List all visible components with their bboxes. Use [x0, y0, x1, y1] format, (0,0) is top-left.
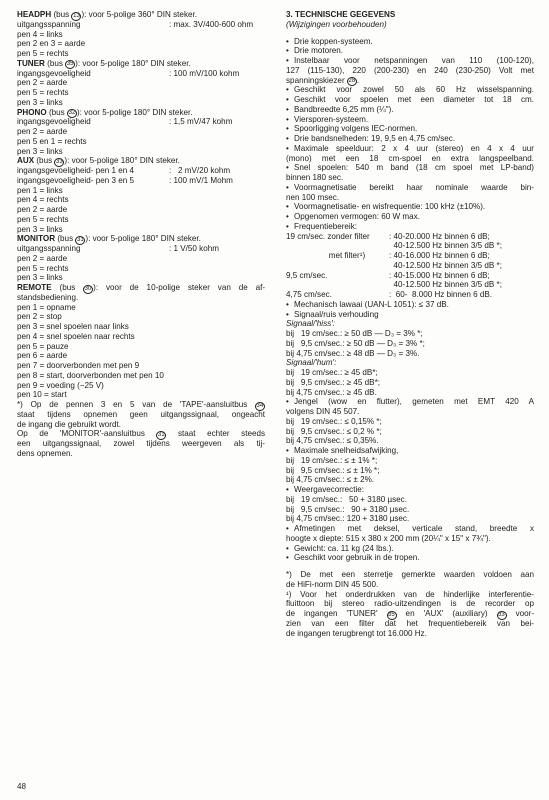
heading-text: 3. TECHNISCHE GEGEVENS: [286, 10, 396, 19]
body-text: pen 8 = start, doorverbonden met pen 10: [17, 370, 164, 380]
body-text: pen 3 = links: [17, 146, 63, 156]
body-text: 127 (115-130), 220 (200-230) en 240 (230-250) Volt met: [286, 65, 534, 75]
right-text-line: [286, 193, 534, 203]
body-text: (bus 33 ): voor 5-polige 180° DIN steker.: [36, 156, 180, 166]
circled-number-icon: 35: [66, 61, 74, 68]
body-text: pen 2 = aarde: [17, 253, 68, 263]
circled-number-icon: 13: [73, 12, 80, 19]
left-text-line: [17, 234, 265, 244]
right-bullet-item: [286, 46, 534, 56]
body-text: Geschikt voor gebruik in de tropen.: [294, 553, 420, 563]
body-text: bij 9,5 cm/sec.: ≤ ± 1% *;: [286, 465, 380, 475]
spacer: [286, 30, 534, 37]
body-text: de ingang die gebruikt wordt.: [17, 419, 121, 429]
right-text-line: [286, 10, 534, 20]
heading-text: AUX: [17, 156, 35, 166]
body-text: (bus 30 ): voor de 10-polige steker van de af-: [59, 283, 266, 292]
body-text: Frequentiebereik:: [294, 221, 357, 231]
body-text: Mechanisch lawaai (UAN-L 1051): ≤ 37 dB.: [294, 299, 449, 309]
right-text-line: [286, 66, 534, 76]
right-bullet-item: [286, 105, 534, 115]
left-text-line: [17, 39, 265, 49]
left-text-line: [17, 244, 265, 254]
right-text-line: [286, 329, 534, 339]
body-text: pen 9 = voeding (−25 V): [17, 380, 104, 390]
body-text: Drie koppen-systeem.: [294, 36, 373, 46]
spec-value: : 100 mV/100 kohm: [169, 68, 240, 78]
body-text: Op de 'MONITOR'-aansluitbus 31 staat echter steeds: [17, 429, 266, 439]
left-text-line: [17, 410, 265, 420]
right-bullet-item: [286, 553, 534, 563]
right-text-line: [286, 280, 534, 290]
left-text-line: [17, 49, 265, 59]
right-text-line: [286, 475, 534, 485]
right-bullet-item: [286, 163, 534, 173]
body-text: de ingangen 'TUNER' 35 en 'AUX' (auxiliary) 33 voor-: [286, 609, 535, 618]
right-text-line: [286, 173, 534, 183]
body-text: bij 19 cm/sec.: ≤ 0,15% *;: [286, 416, 382, 426]
right-column: [286, 10, 534, 638]
right-bullet-item: [286, 37, 534, 47]
right-text-line: [286, 358, 534, 368]
right-text-line: [286, 232, 534, 242]
left-text-line: [17, 69, 265, 79]
right-text-line: [286, 378, 534, 388]
body-text: pen 2 = aarde: [17, 205, 68, 214]
left-text-line: [17, 439, 265, 449]
right-bullet-item: [286, 524, 534, 534]
left-text-line: [17, 147, 265, 157]
right-bullet-item: [286, 446, 534, 456]
body-text: Jengel (wow en flutter), gemeten met EMT 420 A: [294, 397, 534, 407]
body-text: Voormagnetisatie bereikt haar nominale waarde bin-: [294, 182, 534, 192]
body-text: (bus 31 ): voor 5-polige 180° DIN steker.: [57, 234, 201, 244]
body-text: Opgenomen vermogen: 60 W max.: [294, 212, 420, 221]
heading-text: REMOTE: [17, 283, 52, 292]
body-text: Gewicht: ca. 11 kg (24 lbs.).: [294, 543, 394, 553]
right-text-line: [286, 580, 534, 590]
right-bullet-item: [286, 544, 534, 554]
heading-text: TUNER: [17, 58, 45, 68]
body-text: (bus 13 ): voor 5-polige 360° DIN steker.: [53, 10, 197, 19]
right-text-line: [286, 407, 534, 417]
left-text-line: [17, 381, 265, 391]
right-bullet-item: [286, 485, 534, 495]
body-text: Maximale snelheidsafwijking,: [294, 446, 399, 455]
body-text: Signaal/ruis verhouding: [294, 309, 379, 319]
right-text-line: [286, 319, 534, 329]
right-bullet-item: [286, 115, 534, 125]
right-bullet-item: [286, 56, 534, 66]
left-text-line: [17, 117, 265, 127]
body-text: standsbediening.: [17, 292, 79, 302]
body-text: bij 19 cm/sec.: ≥ 45 dB*;: [286, 368, 378, 377]
left-text-line: [17, 400, 265, 410]
body-text: pen 2 = aarde: [17, 127, 68, 136]
right-text-line: [286, 388, 534, 398]
body-text: Spoorligging volgens IEC-normen.: [294, 124, 418, 134]
heading-text: MONITOR: [17, 234, 56, 244]
left-text-line: [17, 205, 265, 215]
left-text-line: [17, 215, 265, 225]
circled-number-icon: 31: [77, 236, 84, 243]
left-text-line: [17, 88, 265, 98]
right-text-line: [286, 609, 534, 619]
body-text: bij 4,75 cm/sec.: ≤ 0,35%.: [286, 436, 379, 446]
spec-label: ingangsgevoeligheid- pen 3 en 5: [17, 175, 135, 185]
spec-value: : 40-15.000 Hz binnen 6 dB;: [389, 270, 490, 280]
right-text-line: [286, 505, 534, 515]
body-text: Drie motoren.: [294, 46, 344, 56]
body-text: pen 4 = rechts: [17, 195, 69, 205]
left-text-line: [17, 127, 265, 137]
right-text-line: [286, 241, 534, 251]
spec-value: : max. 3V/400-600 ohm: [169, 19, 254, 29]
italic-text: Signaal/'hiss':: [286, 319, 335, 329]
right-text-line: [286, 417, 534, 427]
left-text-line: [17, 264, 265, 274]
body-text: (bus 35 ): voor 5-polige 180° DIN steker.: [47, 58, 191, 68]
circled-number-icon: 35: [388, 611, 395, 618]
body-text: pen 4 = snel spoelen naar rechts: [17, 331, 135, 341]
body-text: de HiFi-norm DIN 45 500.: [286, 579, 379, 589]
right-text-line: [286, 436, 534, 446]
body-text: pen 5 = rechts: [17, 214, 69, 224]
body-text: nen 100 msec.: [286, 192, 340, 202]
right-bullet-item: [286, 300, 534, 310]
left-text-line: [17, 351, 265, 361]
left-text-line: [17, 342, 265, 352]
body-text: (mono) met een 18 cm-spoel en extra langspeelband.: [286, 153, 534, 163]
right-text-line: [286, 290, 534, 300]
right-text-line: [286, 466, 534, 476]
left-text-line: [17, 30, 265, 40]
spec-label: uitgangsspanning: [17, 19, 81, 29]
body-text: bij 19 cm/sec.: 50 + 3180 µsec.: [286, 494, 407, 504]
left-text-line: [17, 293, 265, 303]
left-text-line: [17, 322, 265, 332]
spec-label: ingangsgevoeligheid: [17, 117, 91, 127]
right-text-line: [286, 427, 534, 437]
right-text-line: [286, 76, 534, 86]
body-text: Bandbreedte 6,25 mm (¼").: [294, 104, 394, 114]
italic-text: (Wijzigingen voorbehouden): [286, 19, 387, 29]
right-text-line: [286, 251, 534, 261]
right-text-line: [286, 570, 534, 580]
body-text: pen 10 = start: [17, 390, 67, 400]
body-text: dens opnemen.: [17, 448, 73, 458]
body-text: pen 3 = links: [17, 97, 63, 107]
right-text-line: [286, 456, 534, 466]
circled-number-icon: 33: [498, 611, 505, 618]
right-text-line: [286, 495, 534, 505]
body-text: volgens DIN 45 507.: [286, 407, 360, 416]
body-text: pen 2 = stop: [17, 312, 62, 322]
body-text: de ingangen terugbrengt tot 16.000 Hz.: [286, 628, 427, 638]
body-text: *) De met een sterretje gemerkte waarden voldoen aan: [286, 570, 534, 579]
right-text-line: [286, 261, 534, 271]
body-text: pen 2 = aarde: [17, 78, 68, 88]
spec-label: 19 cm/sec. zonder filter: [286, 231, 370, 241]
body-text: Geschikt voor spoelen met een diameter tot 18 cm.: [294, 95, 534, 104]
circled-number-icon: 32: [68, 110, 76, 116]
body-text: een uitgangssignaal, zowel tijdens weergeven als tij-: [17, 439, 265, 448]
left-text-line: [17, 312, 265, 322]
body-text: pen 1 = opname: [17, 302, 76, 312]
body-text: Weergavecorrectie:: [294, 485, 365, 494]
right-text-line: [286, 20, 534, 30]
right-bullet-item: [286, 222, 534, 232]
italic-text: Signaal/'hum':: [286, 358, 337, 368]
body-text: pen 3 = snel spoelen naar links: [17, 322, 129, 331]
right-text-line: [286, 629, 534, 639]
body-text: pen 3 = links: [17, 273, 63, 283]
spec-value: : 100 mV/1 Mohm: [169, 175, 233, 185]
spec-value: : 2 mV/20 kohm: [169, 166, 231, 175]
body-text: pen 5 = rechts: [17, 49, 69, 58]
body-text: hoogte x diepte: 515 x 380 x 200 mm (20¼" x 15" x 7¾").: [286, 533, 491, 543]
spec-value: : 40-16.000 Hz binnen 6 dB;: [389, 251, 490, 260]
body-text: Snel spoelen: 540 m band (18 cm spoel met LP-band): [294, 163, 534, 173]
left-column: [17, 10, 265, 459]
circled-number-icon: 34: [256, 402, 264, 409]
body-text: zien van een filter dat het frequentiebereik van bei-: [286, 618, 534, 628]
right-bullet-item: [286, 212, 534, 222]
right-bullet-item: [286, 95, 534, 105]
body-text: Geschikt voor zowel 50 als 60 Hz wisselspanning.: [294, 85, 534, 95]
body-text: bij 9,5 cm/sec.: 90 + 3180 µsec.: [286, 504, 410, 514]
left-text-line: [17, 195, 265, 205]
spec-label: ingangsgevoeligheid- pen 1 en 4: [17, 166, 135, 175]
body-text: pen 7 = doorverbonden met pen 9: [17, 361, 140, 370]
right-text-line: [286, 599, 534, 609]
body-text: bij 9,5 cm/sec.: ≥ 50 dB — D₃ = 3% *;: [286, 338, 425, 348]
body-text: bij 4,75 cm/sec.: ≥ 45 dB.: [286, 387, 377, 397]
spec-value: : 1,5 mV/47 kohm: [169, 117, 233, 127]
right-bullet-item: [286, 397, 534, 407]
body-text: staat tijdens opnemen geen uitgangssignaal, ongeacht: [17, 409, 265, 419]
right-bullet-item: [286, 124, 534, 134]
spec-value: 40-12.500 Hz binnen 3/5 dB *;: [389, 260, 502, 270]
right-bullet-item: [286, 144, 534, 154]
body-text: binnen 180 sec.: [286, 173, 344, 182]
right-bullet-item: [286, 183, 534, 193]
body-text: ¹) Voor het onderdrukken van de hinderlijke interferentie-: [286, 589, 534, 599]
right-text-line: [286, 514, 534, 524]
right-bullet-item: [286, 134, 534, 144]
body-text: Voormagnetisatie- en wisfrequentie: 100 kHz (±10%).: [294, 202, 486, 212]
spec-label: uitgangsspanning: [17, 244, 81, 253]
left-text-line: [17, 361, 265, 371]
left-text-line: [17, 186, 265, 196]
left-text-line: [17, 254, 265, 264]
right-bullet-item: [286, 202, 534, 212]
left-text-line: [17, 156, 265, 166]
spec-label: ingangsgevoeligheid: [17, 68, 91, 78]
right-bullet-item: [286, 310, 534, 320]
left-text-line: [17, 273, 265, 283]
left-text-line: [17, 20, 265, 30]
right-text-line: [286, 534, 534, 544]
left-text-line: [17, 449, 265, 459]
body-text: bij 9,5 cm/sec.: ≥ 45 dB*;: [286, 377, 380, 387]
body-text: Drie bandsnelheden: 19, 9,5 en 4,75 cm/sec.: [294, 134, 456, 143]
right-text-line: [286, 590, 534, 600]
right-text-line: [286, 349, 534, 359]
body-text: pen 2 en 3 = aarde: [17, 39, 86, 49]
body-text: pen 5 en 1 = rechts: [17, 136, 87, 146]
circled-number-icon: 30: [84, 285, 92, 292]
right-text-line: [286, 271, 534, 281]
body-text: pen 5 = pauze: [17, 341, 69, 351]
left-text-line: [17, 176, 265, 186]
body-text: bij 9,5 cm/sec.: ≤ 0,2 % *;: [286, 426, 382, 436]
left-text-line: [17, 303, 265, 313]
right-text-line: [286, 339, 534, 349]
left-text-line: [17, 78, 265, 88]
heading-text: PHONO: [17, 107, 47, 117]
spacer: [286, 563, 534, 570]
body-text: (bus 32 ): voor 5-polige 180° DIN steker.: [48, 107, 193, 117]
body-text: bij 4,75 cm/sec.: 120 + 3180 µsec.: [286, 514, 410, 524]
body-text: pen 5 = rechts: [17, 263, 69, 273]
body-text: bij 4,75 cm/sec.: ≤ ± 2%.: [286, 475, 375, 485]
body-text: Maximale speelduur: 2 x 4 uur (stereo) en 4 x 4 uur: [294, 143, 534, 153]
left-text-line: [17, 166, 265, 176]
body-text: pen 5 = rechts: [17, 88, 69, 97]
heading-text: HEADPH: [17, 10, 52, 19]
left-text-line: [17, 59, 265, 69]
body-text: bij 4,75 cm/sec.: ≥ 48 dB — D₃ = 3%.: [286, 348, 420, 358]
left-text-line: [17, 137, 265, 147]
body-text: Viersporen-systeem.: [294, 114, 369, 124]
right-text-line: [286, 154, 534, 164]
left-text-line: [17, 390, 265, 400]
left-text-line: [17, 10, 265, 20]
left-text-line: [17, 332, 265, 342]
body-text: *) Op de pennen 3 en 5 van de 'TAPE'-aansluitbus 34: [17, 400, 264, 409]
body-text: pen 4 = links: [17, 29, 63, 39]
left-text-line: [17, 420, 265, 430]
circled-number-icon: 31: [157, 431, 165, 438]
spec-label: met filter¹): [286, 251, 366, 260]
left-text-line: [17, 98, 265, 108]
right-text-line: [286, 368, 534, 378]
spec-value: : 60- 8.000 Hz binnen 6 dB.: [389, 290, 493, 299]
spec-label: 9,5 cm/sec.: [286, 270, 328, 280]
left-text-line: [17, 225, 265, 235]
body-text: fluittoon bij stereo radio-uitzendingen is de recorder op: [286, 599, 534, 609]
body-text: pen 3 = links: [17, 224, 63, 234]
left-text-line: [17, 371, 265, 381]
left-text-line: [17, 283, 265, 293]
body-text: Afmetingen met deksel, verticale stand, breedte x: [294, 524, 534, 533]
body-text: pen 6 = aarde: [17, 351, 68, 361]
spec-value: : 1 V/50 kohm: [169, 244, 219, 253]
body-text: Instelbaar voor netspanningen van 110 (100-120),: [294, 56, 534, 65]
circled-number-icon: 28: [348, 78, 356, 84]
spec-value: : 40-20.000 Hz binnen 6 dB;: [389, 231, 490, 241]
page-number: 48: [17, 782, 27, 791]
spec-value: 40-12.500 Hz binnen 3/5 dB *;: [389, 280, 502, 290]
left-text-line: [17, 429, 265, 439]
circled-number-icon: 33: [56, 158, 63, 165]
right-bullet-item: [286, 85, 534, 95]
spec-value: 40-12.500 Hz binnen 3/5 dB *;: [389, 241, 502, 251]
body-text: pen 1 = links: [17, 185, 63, 195]
left-text-line: [17, 108, 265, 118]
body-text: bij 19 cm/sec.: ≥ 50 dB — D₃ = 3% *;: [286, 329, 423, 338]
body-text: bij 19 cm/sec.: ≤ ± 1% *;: [286, 455, 378, 465]
right-text-line: [286, 619, 534, 629]
spec-label: 4,75 cm/sec.: [286, 290, 332, 299]
body-text: spanningskiezer 28 .: [286, 75, 360, 85]
